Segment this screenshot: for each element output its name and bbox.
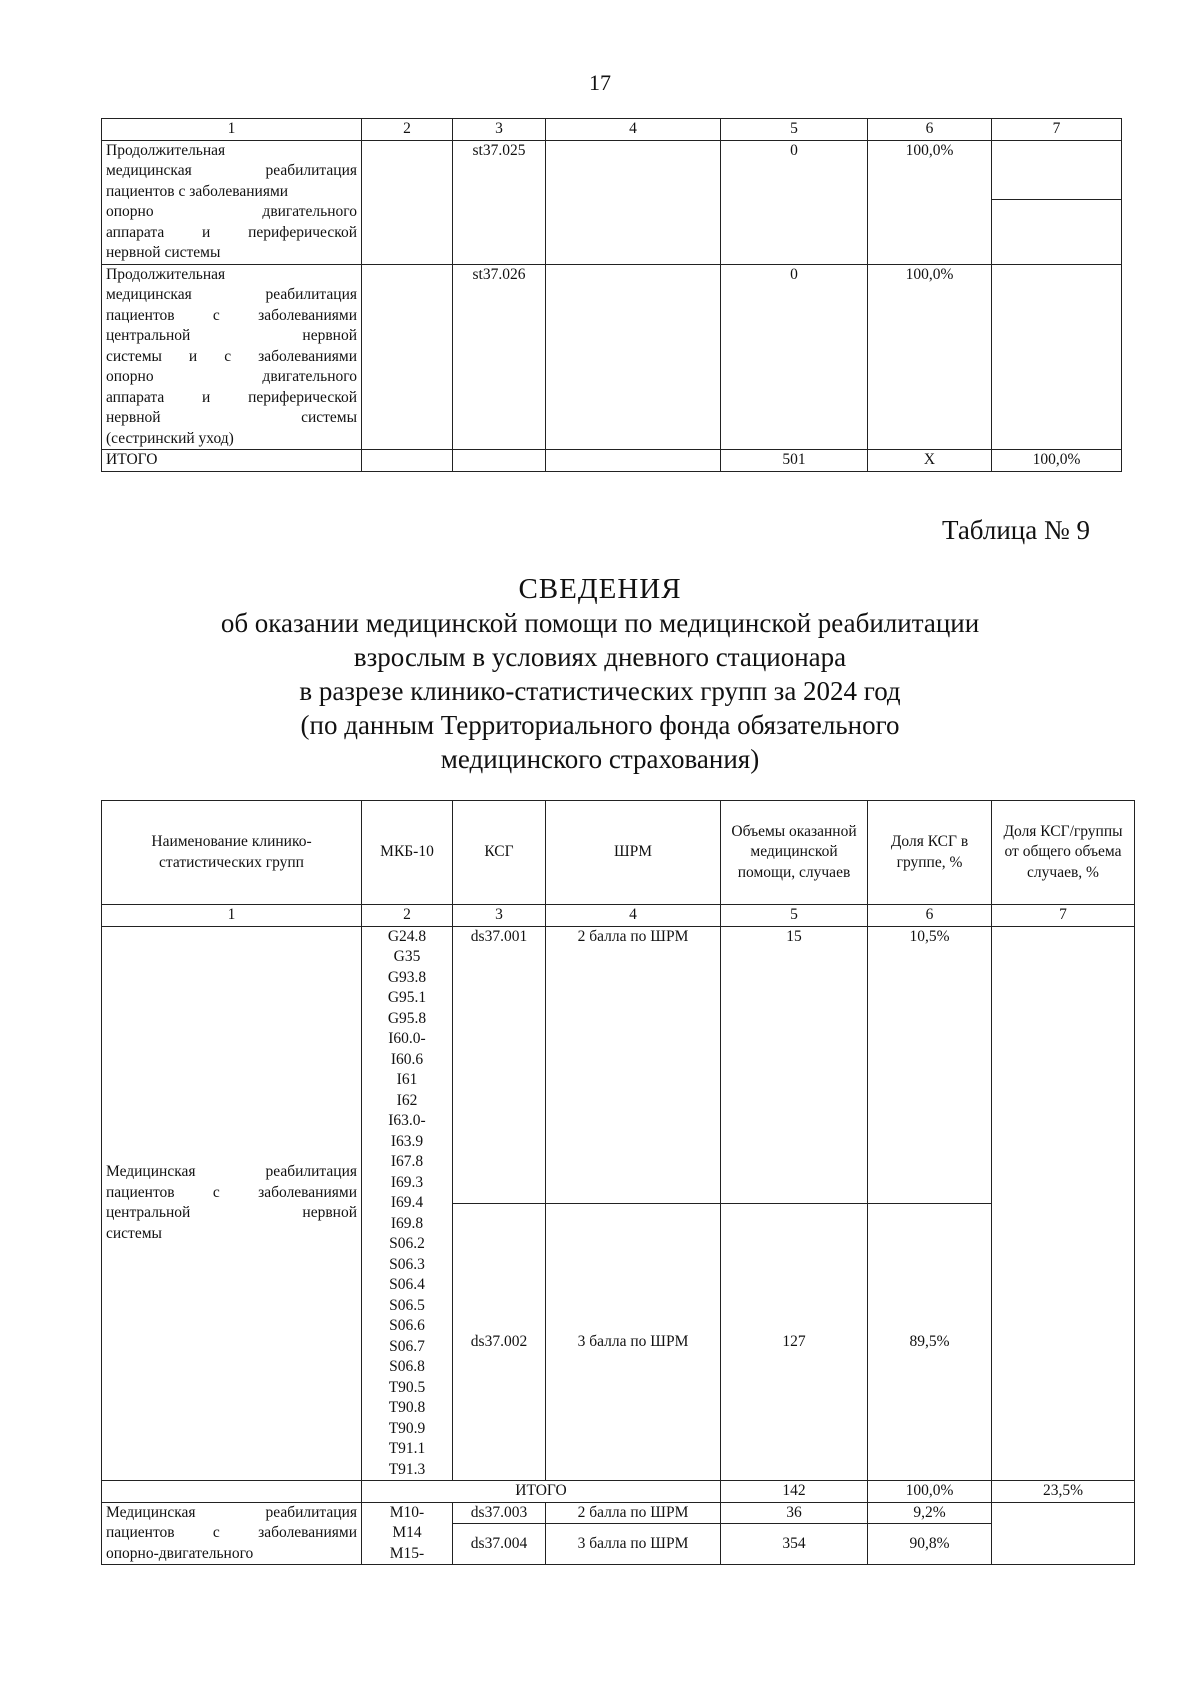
mkb-code: G93.8: [387, 968, 427, 986]
total-share: Х: [868, 450, 992, 472]
group-total-label: ИТОГО: [362, 1481, 721, 1503]
mkb-cell: [362, 264, 453, 450]
col-num-3: 3: [453, 905, 546, 927]
name-line: пациентов с заболеваниями: [106, 1524, 357, 1541]
mkb-code: S06.6: [389, 1317, 425, 1334]
mkb-code: T90.5: [388, 1378, 426, 1396]
name-line: Медицинская реабилитация: [106, 1163, 357, 1181]
volume-cell: 0: [721, 140, 868, 264]
page-number: 17: [589, 70, 611, 95]
ksg-cell: ds37.002: [453, 1203, 546, 1480]
share-cell: 100,0%: [868, 264, 992, 450]
column-header-share: Доля КСГ в группе, %: [868, 801, 992, 905]
name-line: Продолжительная: [106, 265, 226, 283]
table-row: [102, 1502, 1135, 1524]
group-total-share: 100,0%: [868, 1481, 992, 1503]
col-num-3: 3: [453, 119, 546, 141]
mkb-code: I69.8: [390, 1214, 424, 1232]
name-line: центральной нервной: [106, 327, 357, 344]
col-num-4: 4: [546, 905, 721, 927]
mkb-codes-cell: [362, 926, 453, 1481]
mkb-code: G35: [393, 948, 421, 965]
volume-cell: 15: [721, 926, 868, 1203]
column-header-mkb: МКБ-10: [362, 801, 453, 905]
group-name-cell: [102, 1502, 362, 1565]
name-line: медицинская реабилитация: [106, 162, 357, 179]
mkb-codes-cell: [362, 1502, 453, 1565]
mkb-code: S06.4: [389, 1276, 425, 1293]
col-num-7: 7: [992, 119, 1122, 141]
col-num-7: 7: [992, 905, 1135, 927]
col-num-4: 4: [546, 119, 721, 141]
ksg-cell: ds37.001: [453, 926, 546, 1203]
mkb-code: M15-: [389, 1544, 425, 1562]
col-num-2: 2: [362, 119, 453, 141]
share-cell: 9,2%: [868, 1502, 992, 1524]
group-name-cell: [102, 140, 362, 264]
volume-cell: 127: [721, 1203, 868, 1480]
mkb-code: M14: [392, 1524, 422, 1541]
col-num-6: 6: [868, 119, 992, 141]
shrm-cell: 3 балла по ШРМ: [546, 1524, 721, 1565]
name-line: (сестринский уход): [106, 429, 234, 447]
share-cell: 90,8%: [868, 1524, 992, 1565]
name-line: пациентов с заболеваниями: [106, 182, 289, 200]
name-line: опорно двигательного: [106, 203, 357, 220]
col-num-1: 1: [102, 119, 362, 141]
name-line: медицинская реабилитация: [106, 286, 357, 303]
mkb-code: T90.8: [388, 1399, 426, 1416]
group-total-row: [102, 1481, 1135, 1503]
shrm-cell: 2 балла по ШРМ: [546, 926, 721, 1203]
header-row: [102, 801, 1135, 905]
heading-line: об оказании медицинской помощи по медицинской реабилитации: [220, 608, 980, 638]
name-line: нервной системы: [106, 244, 221, 261]
mkb-code: T91.1: [388, 1440, 426, 1457]
total-share-cell: [992, 264, 1122, 450]
heading-line: в разрезе клинико-статистических групп за 2024 год: [299, 676, 901, 706]
mkb-code: I69.4: [390, 1194, 424, 1211]
total-share-cell: [992, 1502, 1135, 1565]
col-num-5: 5: [721, 119, 868, 141]
column-header-shrm: ШРМ: [546, 801, 721, 905]
group-name-cell: [102, 926, 362, 1481]
name-line: пациентов с заболеваниями: [106, 1183, 357, 1201]
total-label: ИТОГО: [102, 450, 362, 472]
col-num-2: 2: [362, 905, 453, 927]
column-number-row: [102, 905, 1135, 927]
column-header-name: Наименование клинико-статистических групп: [102, 801, 362, 905]
name-line: пациентов с заболеваниями: [106, 306, 357, 324]
col-num-6: 6: [868, 905, 992, 927]
mkb-code: I60.0-: [388, 1030, 426, 1047]
heading-title: СВЕДЕНИЯ: [518, 573, 682, 605]
group-name-cell: [102, 264, 362, 450]
mkb-code: T91.3: [388, 1460, 426, 1478]
name-line: нервной системы: [106, 409, 357, 426]
mkb-code: S06.3: [389, 1255, 425, 1273]
shrm-cell: 3 балла по ШРМ: [546, 1203, 721, 1480]
mkb-code: G95.1: [387, 989, 427, 1006]
heading-line: взрослым в условиях дневного стационара: [353, 642, 847, 672]
name-line: опорно двигательного: [106, 368, 357, 385]
mkb-cell: [362, 140, 453, 264]
heading-line: (по данным Территориального фонда обязательного: [300, 710, 900, 740]
volume-cell: 0: [721, 264, 868, 450]
mkb-code: I63.0-: [388, 1112, 426, 1129]
column-header-ksg: КСГ: [453, 801, 546, 905]
mkb-code: G24.8: [387, 927, 427, 945]
mkb-code: I60.6: [390, 1050, 424, 1068]
col-num-1: 1: [102, 905, 362, 927]
mkb-code: I63.9: [390, 1132, 424, 1150]
document-heading: [0, 572, 1200, 776]
name-line: Медицинская реабилитация: [106, 1503, 357, 1521]
column-header-volume: Объемы оказанной медицинской помощи, случаев: [721, 801, 868, 905]
mkb-code: I69.3: [390, 1173, 424, 1191]
total-share-cell: [992, 926, 1135, 1481]
mkb-code: S06.8: [389, 1358, 425, 1375]
total-share-cell: [992, 140, 1122, 264]
total-row: [102, 450, 1122, 472]
table-row: [102, 140, 1122, 264]
name-line: аппарата и периферической: [106, 388, 357, 406]
ksg-cell: ds37.003: [453, 1502, 546, 1524]
shrm-cell: 2 балла по ШРМ: [546, 1502, 721, 1524]
name-line: аппарата и периферической: [106, 223, 357, 241]
mkb-code: I67.8: [390, 1153, 424, 1170]
volume-cell: 354: [721, 1524, 868, 1565]
table-row: [102, 264, 1122, 450]
shrm-cell: [546, 264, 721, 450]
mkb-code: G95.8: [387, 1009, 427, 1027]
total-volume: 501: [721, 450, 868, 472]
column-number-row: [102, 119, 1122, 141]
volume-cell: 36: [721, 1502, 868, 1524]
group-total-overall-share: 23,5%: [992, 1481, 1135, 1503]
ksg-cell: st37.025: [453, 140, 546, 264]
name-line: опорно-двигательного: [106, 1544, 254, 1562]
mkb-code: S06.2: [389, 1235, 425, 1252]
ksg-cell: ds37.004: [453, 1524, 546, 1565]
ksg-cell: st37.026: [453, 264, 546, 450]
table-row: [102, 926, 1135, 1203]
column-header-total-share: Доля КСГ/группы от общего объема случаев, %: [992, 801, 1135, 905]
shrm-cell: [546, 140, 721, 264]
col-num-5: 5: [721, 905, 868, 927]
mkb-code: S06.7: [389, 1337, 425, 1355]
name-line: системы: [106, 1224, 162, 1242]
table-label: Таблица № 9: [942, 515, 1090, 545]
share-cell: 89,5%: [868, 1203, 992, 1480]
mkb-code: S06.5: [389, 1296, 425, 1314]
main-table: [101, 800, 1135, 1565]
mkb-code: M10-: [389, 1503, 425, 1521]
name-line: системы и с заболеваниями: [106, 347, 357, 365]
name-line: Продолжительная: [106, 141, 226, 159]
share-cell: 10,5%: [868, 926, 992, 1203]
heading-line: медицинского страхования): [440, 744, 760, 774]
cell-divider: [992, 199, 1121, 200]
mkb-code: I62: [396, 1091, 418, 1109]
mkb-code: I61: [396, 1071, 418, 1088]
total-overall-share: 100,0%: [992, 450, 1122, 472]
mkb-code: T90.9: [388, 1419, 426, 1437]
share-cell: 100,0%: [868, 140, 992, 264]
continuation-table: [101, 118, 1122, 472]
name-line: центральной нервной: [106, 1204, 357, 1222]
group-total-volume: 142: [721, 1481, 868, 1503]
